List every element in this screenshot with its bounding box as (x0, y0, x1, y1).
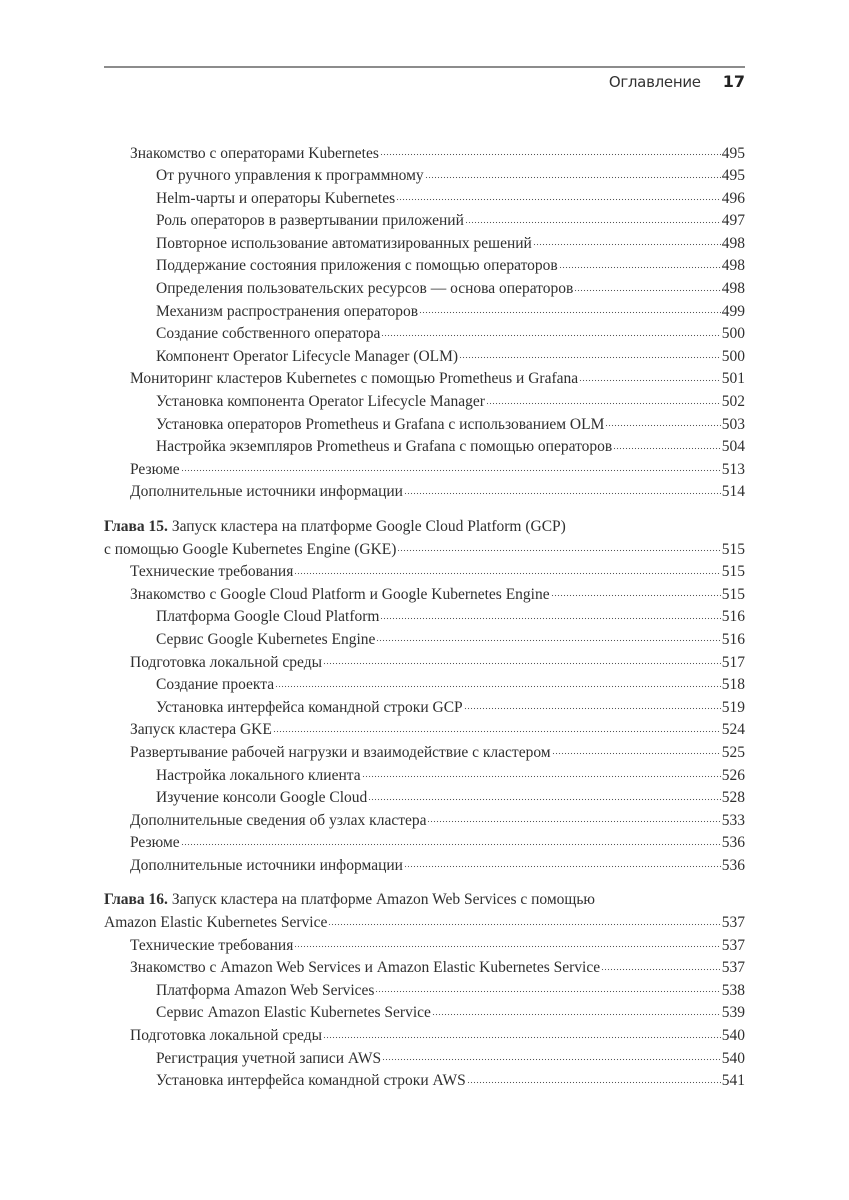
toc-entry-title: Сервис Google Kubernetes Engine (156, 630, 376, 648)
toc-entry-page: 533 (721, 811, 745, 829)
dot-leader (465, 212, 721, 228)
dot-leader (425, 167, 721, 183)
chapter-title-line2: с помощью Google Kubernetes Engine (GKE) (104, 540, 397, 558)
dot-leader (486, 393, 721, 409)
dot-leader (467, 1072, 721, 1088)
toc-entry-title: Платформа Amazon Web Services (156, 981, 375, 999)
dot-leader (294, 936, 720, 952)
toc-entry-page: 516 (721, 608, 745, 626)
toc-entry[interactable] (104, 741, 745, 764)
dot-leader (404, 483, 721, 499)
chapter-label: Глава 16. (104, 891, 168, 908)
dot-leader (323, 1027, 721, 1043)
dot-leader (381, 325, 720, 341)
dot-leader (181, 834, 721, 850)
toc-entry[interactable] (104, 278, 745, 301)
toc-entry[interactable] (104, 1047, 745, 1070)
toc-entry-page: 514 (721, 483, 745, 501)
toc-entry-page: 519 (721, 698, 745, 716)
chapter-heading-line2[interactable] (104, 912, 745, 935)
toc-entry-page: 540 (721, 1049, 745, 1067)
toc-entry-page: 528 (721, 789, 745, 807)
dot-leader (375, 981, 720, 997)
toc-entry[interactable] (104, 413, 745, 436)
toc-entry-title: Регистрация учетной записи AWS (156, 1049, 382, 1067)
toc-entry[interactable] (104, 142, 745, 165)
dot-leader (533, 234, 721, 250)
toc-entry-title: Механизм распространения операторов (156, 302, 419, 320)
dot-leader (432, 1004, 721, 1020)
toc-entry-page: 537 (721, 936, 745, 954)
dot-leader (574, 280, 720, 296)
toc-entry-page: 496 (721, 189, 745, 207)
toc-entry[interactable] (104, 957, 745, 980)
dot-leader (559, 257, 721, 273)
dot-leader (552, 743, 721, 759)
toc-entry-page: 537 (721, 959, 745, 977)
toc-entry-page: 525 (721, 743, 745, 761)
dot-leader (380, 144, 721, 160)
toc-entry[interactable] (104, 651, 745, 674)
page-number: 17 (722, 72, 745, 91)
toc-entry-title: Установка операторов Prometheus и Grafana с использованием OLM (156, 415, 605, 433)
toc-entry-page: 541 (721, 1072, 745, 1090)
toc-entry-page: 538 (721, 981, 745, 999)
chapter-page: 537 (721, 914, 745, 932)
toc-entry-title: Знакомство с Amazon Web Services и Amazon Elastic Kubernetes Service (130, 959, 601, 977)
toc-entry-title: Развертывание рабочей нагрузки и взаимодействие с кластером (130, 743, 551, 761)
toc-entry-page: 500 (721, 347, 745, 365)
dot-leader (294, 563, 720, 579)
toc-entry-page: 495 (721, 144, 745, 162)
table-of-contents (104, 142, 745, 1092)
toc-entry-page: 504 (721, 438, 745, 456)
dot-leader (275, 676, 721, 692)
toc-entry[interactable] (104, 934, 745, 957)
toc-entry-title: Технические требования (130, 563, 294, 581)
toc-entry-title: Изучение консоли Google Cloud (156, 789, 368, 807)
toc-entry-title: Создание проекта (156, 676, 275, 694)
dot-leader (551, 585, 721, 601)
toc-entry-title: От ручного управления к программному (156, 167, 424, 185)
toc-entry-title: Резюме (130, 460, 180, 478)
toc-entry[interactable] (104, 606, 745, 629)
toc-entry-page: 517 (721, 653, 745, 671)
chapter-label: Глава 15. (104, 517, 168, 535)
toc-entry-title: Подготовка локальной среды (130, 1027, 323, 1045)
dot-leader (362, 766, 721, 782)
dot-leader (328, 914, 720, 930)
toc-entry-page: 502 (721, 393, 745, 411)
toc-entry[interactable] (104, 323, 745, 346)
toc-entry[interactable] (104, 345, 745, 368)
toc-entry[interactable] (104, 255, 745, 278)
toc-entry[interactable] (104, 561, 745, 584)
toc-entry-title: Настройка локального клиента (156, 766, 361, 784)
toc-entry-title: Технические требования (130, 936, 294, 954)
toc-entry-title: Создание собственного оператора (156, 325, 381, 343)
dot-leader (396, 189, 721, 205)
toc-entry-title: Поддержание состояния приложения с помощью операторов (156, 257, 558, 275)
chapter-heading-line2[interactable] (104, 538, 745, 561)
toc-entry-title: Мониторинг кластеров Kubernetes с помощью Prometheus и Grafana (130, 370, 579, 388)
toc-entry[interactable] (104, 1070, 745, 1093)
toc-entry-page: 524 (721, 721, 745, 739)
toc-entry[interactable] (104, 979, 745, 1002)
toc-entry[interactable] (104, 300, 745, 323)
toc-entry-title: Установка интерфейса командной строки AWS (156, 1072, 466, 1090)
toc-entry-page: 498 (721, 234, 745, 252)
toc-entry-title: Определения пользовательских ресурсов — основа операторов (156, 280, 574, 298)
toc-entry-page: 495 (721, 167, 745, 185)
toc-entry-title: Сервис Amazon Elastic Kubernetes Service (156, 1004, 431, 1022)
toc-entry-title: Дополнительные сведения об узлах кластера (130, 811, 427, 829)
running-header (609, 72, 745, 91)
toc-entry-page: 516 (721, 630, 745, 648)
dot-leader (181, 460, 721, 476)
chapter-heading[interactable] (104, 889, 745, 912)
toc-entry[interactable] (104, 481, 745, 504)
toc-entry-title: Повторное использование автоматизированных решений (156, 234, 532, 252)
dot-leader (380, 608, 720, 624)
toc-entry-page: 515 (721, 563, 745, 581)
dot-leader (427, 811, 720, 827)
toc-entry[interactable] (104, 210, 745, 233)
dot-leader (579, 370, 721, 386)
chapter-block (104, 516, 745, 878)
dot-leader (419, 302, 721, 318)
toc-entry-title: Дополнительные источники информации (130, 483, 403, 501)
dot-leader (368, 789, 720, 805)
running-title: Оглавление (608, 73, 701, 91)
dot-leader (273, 721, 721, 737)
dot-leader (459, 347, 721, 363)
toc-entry-page: 526 (721, 766, 745, 784)
toc-entry[interactable] (104, 696, 745, 719)
chapter-title-line2: Amazon Elastic Kubernetes Service (104, 914, 328, 932)
chapter-title-line1: Запуск кластера на платформе Google Cloud Platform (GCP) (171, 517, 566, 535)
toc-entry-title: Платформа Google Cloud Platform (156, 608, 380, 626)
toc-entry-page: 497 (721, 212, 745, 230)
toc-entry-title: Запуск кластера GKE (130, 721, 272, 739)
dot-leader (605, 415, 720, 431)
toc-entry-page: 540 (721, 1027, 745, 1045)
toc-entry-page: 498 (721, 257, 745, 275)
toc-entry[interactable] (104, 628, 745, 651)
toc-entry[interactable] (104, 165, 745, 188)
toc-entry-page: 518 (721, 676, 745, 694)
dot-leader (376, 630, 720, 646)
toc-entry[interactable] (104, 583, 745, 606)
chapter-page: 515 (721, 540, 745, 558)
dot-leader (464, 698, 721, 714)
dot-leader (404, 856, 721, 872)
dot-leader (613, 438, 721, 454)
toc-entry-title: Знакомство с Google Cloud Platform и Google Kubernetes Engine (130, 585, 550, 603)
header-rule (104, 66, 745, 68)
toc-entry-page: 536 (721, 834, 745, 852)
toc-entry[interactable] (104, 436, 745, 459)
toc-entry[interactable] (104, 1025, 745, 1048)
toc-entry[interactable] (104, 809, 745, 832)
dot-leader (397, 540, 720, 556)
toc-entry[interactable] (104, 1002, 745, 1025)
toc-entry-page: 536 (721, 856, 745, 874)
toc-entry-page: 513 (721, 460, 745, 478)
toc-entry-title: Дополнительные источники информации (130, 856, 403, 874)
chapter-title-line1: Запуск кластера на платформе Amazon Web Services с помощью (171, 891, 595, 908)
toc-entry-title: Роль операторов в развертывании приложений (156, 212, 464, 230)
toc-entry[interactable] (104, 854, 745, 877)
toc-entry[interactable] (104, 787, 745, 810)
toc-entry[interactable] (104, 232, 745, 255)
toc-entry[interactable] (104, 674, 745, 697)
toc-entry-title: Знакомство с операторами Kubernetes (130, 144, 379, 162)
chapter-block (104, 889, 745, 1092)
toc-entry-page: 539 (721, 1004, 745, 1022)
toc-entry-page: 499 (721, 302, 745, 320)
dot-leader (601, 959, 721, 975)
toc-entry-title: Резюме (130, 834, 180, 852)
toc-entry[interactable] (104, 187, 745, 210)
toc-entry-page: 515 (721, 585, 745, 603)
toc-entry-title: Компонент Operator Lifecycle Manager (OLM) (156, 347, 459, 365)
toc-entry[interactable] (104, 391, 745, 414)
toc-entry[interactable] (104, 764, 745, 787)
dot-leader (323, 653, 721, 669)
toc-entry[interactable] (104, 458, 745, 481)
toc-entry-page: 500 (721, 325, 745, 343)
toc-entry-page: 503 (721, 415, 745, 433)
toc-entry-title: Helm-чарты и операторы Kubernetes (156, 189, 396, 207)
toc-entry-page: 498 (721, 280, 745, 298)
toc-entry-title: Настройка экземпляров Prometheus и Grafana с помощью операторов (156, 438, 613, 456)
toc-entry[interactable] (104, 368, 745, 391)
toc-entry[interactable] (104, 832, 745, 855)
toc-entry-page: 501 (721, 370, 745, 388)
toc-entry-title: Подготовка локальной среды (130, 653, 323, 671)
toc-entry-title: Установка компонента Operator Lifecycle Manager (156, 393, 485, 411)
toc-entry-title: Установка интерфейса командной строки GCP (156, 698, 463, 716)
dot-leader (382, 1049, 721, 1065)
toc-entry[interactable] (104, 719, 745, 742)
chapter-heading[interactable] (104, 516, 745, 539)
